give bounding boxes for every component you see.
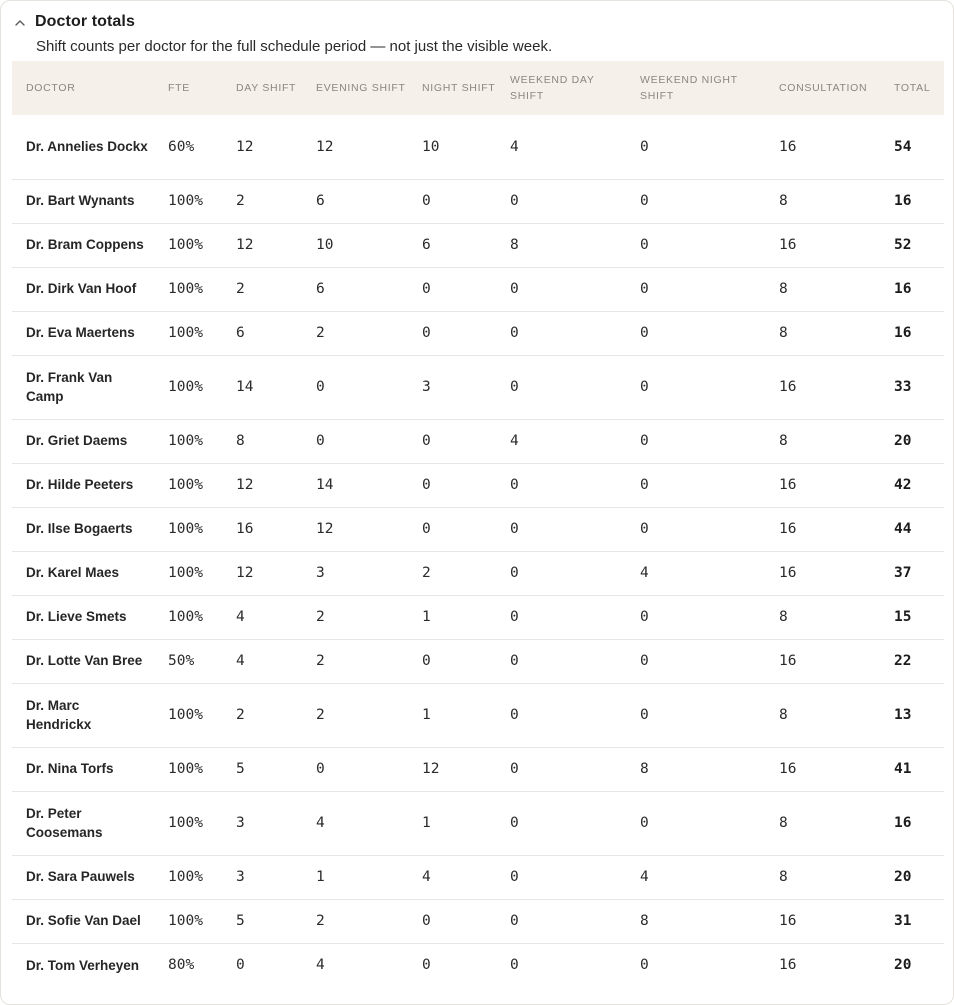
cell-weekend-night-shift: 0: [640, 609, 649, 625]
cell-night-shift: 6: [422, 237, 431, 253]
cell-total: 16: [894, 281, 912, 297]
table-row: [12, 507, 944, 551]
table-row: [12, 179, 944, 223]
cell-night-shift: 1: [422, 815, 431, 831]
cell-night-shift: 4: [422, 869, 431, 885]
cell-weekend-night-shift: 0: [640, 237, 649, 253]
cell-weekend-day-shift: 0: [510, 869, 519, 885]
cell-evening-shift: 4: [316, 815, 325, 831]
cell-doctor: Dr. Ilse Bogaerts: [26, 521, 133, 537]
table-header-row: [12, 61, 944, 115]
column-header-fte[interactable]: FTE: [168, 82, 190, 94]
table-row: [12, 595, 944, 639]
cell-weekend-day-shift: 0: [510, 707, 519, 723]
panel-subtitle: Shift counts per doctor for the full schedule period — not just the visible week.: [36, 38, 553, 55]
cell-doctor: Dr. Tom Verheyen: [26, 957, 140, 973]
cell-day-shift: 4: [236, 653, 245, 669]
cell-fte: 100%: [168, 761, 203, 777]
cell-weekend-day-shift: 0: [510, 193, 519, 209]
table-row: [12, 791, 944, 855]
cell-weekend-night-shift: 4: [640, 565, 649, 581]
table-row: [12, 267, 944, 311]
cell-doctor: Dr. Frank Van Camp: [26, 369, 113, 404]
cell-fte: 100%: [168, 609, 203, 625]
cell-doctor: Dr. Sara Pauwels: [26, 869, 135, 885]
cell-day-shift: 12: [236, 138, 254, 155]
cell-fte: 50%: [168, 653, 195, 669]
cell-evening-shift: 12: [316, 138, 334, 155]
cell-night-shift: 10: [422, 138, 440, 155]
cell-evening-shift: 6: [316, 281, 325, 297]
cell-doctor: Dr. Nina Torfs: [26, 761, 114, 777]
cell-fte: 100%: [168, 707, 203, 723]
table-row: [12, 639, 944, 683]
cell-weekend-day-shift: 0: [510, 913, 519, 929]
cell-day-shift: 0: [236, 957, 245, 974]
cell-doctor: Dr. Marc Hendrickx: [26, 697, 92, 732]
cell-doctor: Dr. Karel Maes: [26, 565, 120, 581]
cell-weekend-night-shift: 0: [640, 957, 649, 974]
cell-weekend-night-shift: 0: [640, 653, 649, 669]
table-row: [12, 223, 944, 267]
cell-fte: 100%: [168, 281, 203, 297]
column-header-total[interactable]: TOTAL: [894, 82, 931, 94]
cell-night-shift: 0: [422, 193, 431, 209]
column-header-doctor[interactable]: DOCTOR: [26, 82, 76, 94]
cell-doctor: Dr. Sofie Van Dael: [26, 913, 141, 929]
table-row: [12, 551, 944, 595]
cell-weekend-night-shift: 0: [640, 325, 649, 341]
cell-day-shift: 2: [236, 193, 245, 209]
cell-doctor: Dr. Lieve Smets: [26, 609, 127, 625]
column-header-night-shift[interactable]: NIGHT SHIFT: [422, 82, 496, 94]
cell-weekend-night-shift: 0: [640, 433, 649, 449]
cell-weekend-day-shift: 0: [510, 565, 519, 581]
cell-night-shift: 1: [422, 609, 431, 625]
cell-fte: 100%: [168, 193, 203, 209]
cell-day-shift: 3: [236, 869, 245, 885]
cell-evening-shift: 0: [316, 379, 325, 395]
cell-evening-shift: 2: [316, 653, 325, 669]
cell-total: 13: [894, 707, 912, 723]
cell-consultation: 8: [779, 193, 788, 209]
cell-fte: 100%: [168, 815, 203, 831]
cell-weekend-day-shift: 0: [510, 477, 519, 493]
cell-evening-shift: 3: [316, 565, 325, 581]
cell-fte: 100%: [168, 237, 203, 253]
cell-night-shift: 0: [422, 957, 431, 974]
cell-fte: 100%: [168, 433, 203, 449]
cell-doctor: Dr. Dirk Van Hoof: [26, 281, 137, 297]
cell-total: 16: [894, 325, 912, 341]
cell-weekend-night-shift: 0: [640, 815, 649, 831]
cell-day-shift: 14: [236, 379, 254, 395]
cell-total: 31: [894, 913, 912, 929]
cell-day-shift: 4: [236, 609, 245, 625]
cell-consultation: 16: [779, 761, 797, 777]
cell-evening-shift: 0: [316, 761, 325, 777]
cell-weekend-day-shift: 0: [510, 281, 519, 297]
cell-total: 44: [894, 521, 912, 537]
cell-weekend-day-shift: 0: [510, 815, 519, 831]
cell-evening-shift: 2: [316, 325, 325, 341]
cell-night-shift: 0: [422, 477, 431, 493]
cell-fte: 60%: [168, 138, 195, 155]
cell-total: 16: [894, 815, 912, 831]
cell-night-shift: 0: [422, 433, 431, 449]
cell-weekend-day-shift: 8: [510, 237, 519, 253]
cell-night-shift: 0: [422, 521, 431, 537]
cell-day-shift: 2: [236, 707, 245, 723]
cell-weekend-day-shift: 0: [510, 653, 519, 669]
collapse-toggle[interactable]: [13, 10, 135, 34]
cell-night-shift: 0: [422, 653, 431, 669]
cell-total: 16: [894, 193, 912, 209]
cell-doctor: Dr. Griet Daems: [26, 433, 128, 449]
cell-fte: 100%: [168, 869, 203, 885]
panel-title: Doctor totals: [35, 13, 135, 30]
cell-consultation: 8: [779, 433, 788, 449]
cell-evening-shift: 0: [316, 433, 325, 449]
table-row: [12, 419, 944, 463]
cell-consultation: 8: [779, 325, 788, 341]
cell-total: 20: [894, 957, 912, 974]
chevron-up-icon: [13, 15, 27, 29]
table-row: [12, 311, 944, 355]
cell-doctor: Dr. Eva Maertens: [26, 325, 135, 341]
cell-weekend-night-shift: 8: [640, 761, 649, 777]
cell-fte: 100%: [168, 325, 203, 341]
cell-day-shift: 12: [236, 477, 254, 493]
cell-day-shift: 5: [236, 913, 245, 929]
cell-day-shift: 12: [236, 237, 254, 253]
cell-weekend-night-shift: 0: [640, 521, 649, 537]
cell-day-shift: 8: [236, 433, 245, 449]
cell-weekend-day-shift: 0: [510, 379, 519, 395]
cell-consultation: 8: [779, 609, 788, 625]
table-row: [12, 943, 944, 987]
cell-total: 41: [894, 761, 912, 777]
cell-day-shift: 2: [236, 281, 245, 297]
cell-total: 20: [894, 869, 912, 885]
cell-evening-shift: 2: [316, 609, 325, 625]
table-row: [12, 683, 944, 747]
column-header-weekend-night-shift[interactable]: WEEKEND NIGHT SHIFT: [640, 74, 738, 102]
cell-day-shift: 16: [236, 521, 254, 537]
cell-fte: 100%: [168, 565, 203, 581]
cell-consultation: 16: [779, 521, 797, 537]
cell-day-shift: 12: [236, 565, 254, 581]
cell-weekend-night-shift: 0: [640, 707, 649, 723]
cell-day-shift: 6: [236, 325, 245, 341]
doctor-totals-table: [12, 61, 944, 987]
cell-evening-shift: 1: [316, 869, 325, 885]
cell-total: 37: [894, 565, 912, 581]
cell-weekend-night-shift: 0: [640, 193, 649, 209]
cell-consultation: 8: [779, 815, 788, 831]
cell-doctor: Dr. Lotte Van Bree: [26, 653, 143, 669]
cell-consultation: 8: [779, 707, 788, 723]
cell-weekend-night-shift: 0: [640, 138, 649, 155]
cell-weekend-day-shift: 4: [510, 433, 519, 449]
cell-fte: 80%: [168, 957, 195, 974]
table-row: [12, 463, 944, 507]
cell-weekend-day-shift: 0: [510, 609, 519, 625]
cell-weekend-day-shift: 0: [510, 521, 519, 537]
cell-total: 20: [894, 433, 912, 449]
cell-evening-shift: 4: [316, 957, 325, 974]
cell-doctor: Dr. Peter Coosemans: [26, 805, 103, 840]
cell-consultation: 16: [779, 913, 797, 929]
cell-doctor: Dr. Bram Coppens: [26, 237, 144, 253]
cell-total: 52: [894, 237, 912, 253]
cell-total: 42: [894, 477, 912, 493]
table-row: [12, 115, 944, 179]
cell-consultation: 16: [779, 237, 797, 253]
table-row: [12, 899, 944, 943]
cell-fte: 100%: [168, 913, 203, 929]
cell-consultation: 16: [779, 477, 797, 493]
cell-weekend-day-shift: 0: [510, 325, 519, 341]
column-header-evening-shift[interactable]: EVENING SHIFT: [316, 82, 406, 94]
cell-night-shift: 2: [422, 565, 431, 581]
cell-evening-shift: 10: [316, 237, 334, 253]
cell-consultation: 16: [779, 565, 797, 581]
cell-doctor: Dr. Hilde Peeters: [26, 477, 134, 493]
cell-day-shift: 3: [236, 815, 245, 831]
cell-evening-shift: 2: [316, 707, 325, 723]
cell-evening-shift: 6: [316, 193, 325, 209]
cell-weekend-day-shift: 0: [510, 957, 519, 974]
table-row: [12, 855, 944, 899]
cell-consultation: 16: [779, 957, 797, 974]
cell-fte: 100%: [168, 379, 203, 395]
cell-night-shift: 1: [422, 707, 431, 723]
cell-weekend-night-shift: 0: [640, 379, 649, 395]
cell-weekend-night-shift: 0: [640, 281, 649, 297]
cell-weekend-night-shift: 8: [640, 913, 649, 929]
cell-consultation: 16: [779, 138, 797, 155]
cell-weekend-night-shift: 0: [640, 477, 649, 493]
cell-fte: 100%: [168, 521, 203, 537]
cell-doctor: Dr. Bart Wynants: [26, 193, 135, 209]
column-header-weekend-day-shift[interactable]: WEEKEND DAY SHIFT: [510, 74, 595, 102]
cell-total: 22: [894, 653, 912, 669]
cell-total: 54: [894, 138, 912, 155]
cell-night-shift: 12: [422, 761, 440, 777]
cell-night-shift: 3: [422, 379, 431, 395]
cell-consultation: 8: [779, 281, 788, 297]
cell-night-shift: 0: [422, 913, 431, 929]
cell-total: 15: [894, 609, 912, 625]
cell-weekend-night-shift: 4: [640, 869, 649, 885]
column-header-consultation[interactable]: CONSULTATION: [779, 82, 868, 94]
cell-consultation: 16: [779, 653, 797, 669]
cell-night-shift: 0: [422, 281, 431, 297]
cell-weekend-day-shift: 0: [510, 761, 519, 777]
cell-total: 33: [894, 379, 912, 395]
cell-fte: 100%: [168, 477, 203, 493]
cell-doctor: Dr. Annelies Dockx: [26, 139, 148, 154]
cell-weekend-day-shift: 4: [510, 138, 519, 155]
column-header-day-shift[interactable]: DAY SHIFT: [236, 82, 297, 94]
cell-evening-shift: 12: [316, 521, 334, 537]
cell-night-shift: 0: [422, 325, 431, 341]
cell-evening-shift: 14: [316, 477, 334, 493]
cell-day-shift: 5: [236, 761, 245, 777]
cell-consultation: 16: [779, 379, 797, 395]
cell-evening-shift: 2: [316, 913, 325, 929]
table-row: [12, 747, 944, 791]
table-row: [12, 355, 944, 419]
cell-consultation: 8: [779, 869, 788, 885]
